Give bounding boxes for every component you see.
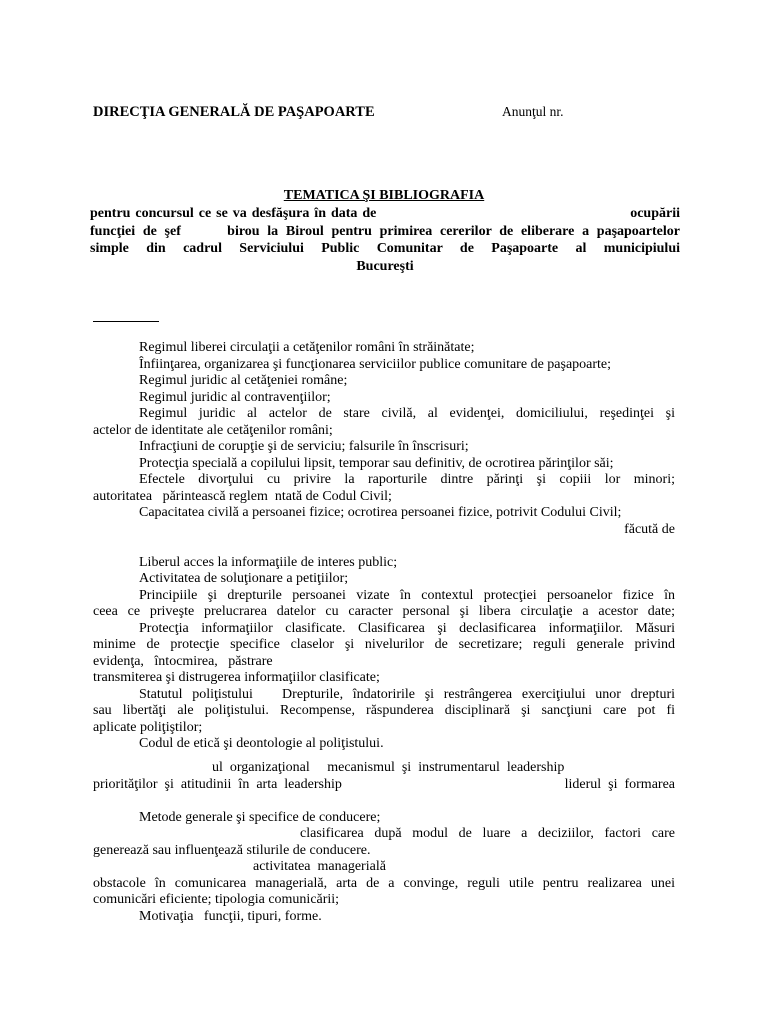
subtitle-line: pentru concursul ce se va desfăşura în data de ocupării bbox=[90, 206, 680, 221]
topic-line: făcută de bbox=[624, 521, 675, 537]
topic-line: Regimul juridic al cetăţeniei române; bbox=[139, 373, 348, 388]
topic-line: Metode generale şi specifice de conducere; bbox=[139, 809, 381, 825]
section-rule bbox=[93, 321, 159, 322]
topic-line: ul organizaţional mecanismul şi instrumentarul leadership bbox=[212, 760, 565, 775]
topic-line: ceea ce priveşte prelucrarea datelor cu caracter personal şi libera circulaţie a acestor date; bbox=[93, 604, 675, 619]
topic-line: clasificarea după modul de luare a deciziilor, factori care bbox=[300, 826, 675, 841]
topic-line: Capacitatea civilă a persoanei fizice; ocrotirea persoanei fizice, potrivit Codului Civil; bbox=[139, 505, 622, 520]
topic-line: Efectele divorţului cu privire la raporturile dintre părinţi şi copiii lor minori; bbox=[139, 472, 675, 487]
topic-line: obstacole în comunicarea managerială, arta de a convinge, reguli utile pentru realizarea unei bbox=[93, 875, 675, 891]
topic-line: Infracţiuni de corupţie şi de serviciu; falsurile în înscrisuri; bbox=[139, 439, 469, 454]
topic-line: minime de protecţie specifice claselor şi nivelurilor de secretizare; reguli generale privind bbox=[93, 637, 675, 652]
document-title: TEMATICA ŞI BIBLIOGRAFIA bbox=[283, 188, 485, 203]
topic-line: Protecţia specială a copilului lipsit, temporar sau definitiv, de ocrotirea părinţilor săi; bbox=[139, 455, 614, 471]
subtitle-line: Bucureşti bbox=[356, 258, 414, 274]
topic-line: Liberul acces la informaţiile de interes public; bbox=[139, 554, 398, 570]
topic-line: evidenţa, întocmirea, păstrare bbox=[93, 653, 273, 669]
topic-line: Statutul poliţistului Drepturile, îndatoririle şi restrângerea exerciţiului unor drepturi bbox=[139, 686, 675, 702]
topic-line: liderul şi formarea bbox=[564, 776, 675, 792]
subtitle-line: simple din cadrul Serviciului Public Comunitar de Paşapoarte al municipiului bbox=[90, 241, 680, 256]
topic-line: Regimul liberei circulaţii a cetăţenilor români în străinătate; bbox=[139, 340, 475, 355]
topic-line: Activitatea de soluţionare a petiţiilor; bbox=[139, 571, 349, 586]
subtitle-line: funcţiei de şef birou la Biroul pentru primirea cererilor de eliberare a paşapoartelor bbox=[90, 223, 680, 239]
topic-line: autoritatea părintească reglem ntată de Codul Civil; bbox=[93, 488, 392, 504]
topic-line: comunicări eficiente; tipologia comunicării; bbox=[93, 892, 340, 907]
topic-line: Înfiinţarea, organizarea şi funcţionarea serviciilor publice comunitare de paşapoarte; bbox=[139, 356, 612, 372]
topic-line: Motivaţia funcţii, tipuri, forme. bbox=[139, 908, 322, 924]
topic-line: Protecţia informaţiilor clasificate. Clasificarea şi declasificarea informaţiilor. Măsuri bbox=[139, 620, 675, 636]
document-subtitle bbox=[90, 205, 680, 275]
institution-heading: DIRECŢIA GENERALĂ DE PAŞAPOARTE bbox=[93, 104, 375, 120]
topic-line: actelor de identitate ale cetăţenilor români; bbox=[93, 422, 333, 438]
topic-line: Codul de etică şi deontologie al poliţistului. bbox=[139, 736, 384, 751]
topic-line: aplicate poliţiştilor; bbox=[93, 719, 203, 735]
topic-line: activitatea managerială bbox=[253, 859, 386, 874]
topic-line: sau libertăţi ale poliţistului. Recompense, răspunderea disciplinară şi sancţiuni care pot fi bbox=[93, 703, 675, 718]
announcement-number: Anunţul nr. bbox=[502, 104, 564, 119]
topic-line: transmiterea şi distrugerea informaţiilor clasificate; bbox=[93, 670, 380, 685]
topic-line: generează sau influenţează stilurile de conducere. bbox=[93, 842, 371, 858]
topic-line: Regimul juridic al contravenţiilor; bbox=[139, 389, 331, 405]
topic-line: Principiile şi drepturile persoanei vizate în contextul protecţiei persoanelor fizice în bbox=[139, 587, 675, 603]
topic-line: Regimul juridic al actelor de stare civilă, al evidenţei, domiciliului, reşedinţei şi bbox=[139, 406, 675, 421]
topic-line: priorităţilor şi atitudinii în arta leadership bbox=[93, 776, 342, 792]
